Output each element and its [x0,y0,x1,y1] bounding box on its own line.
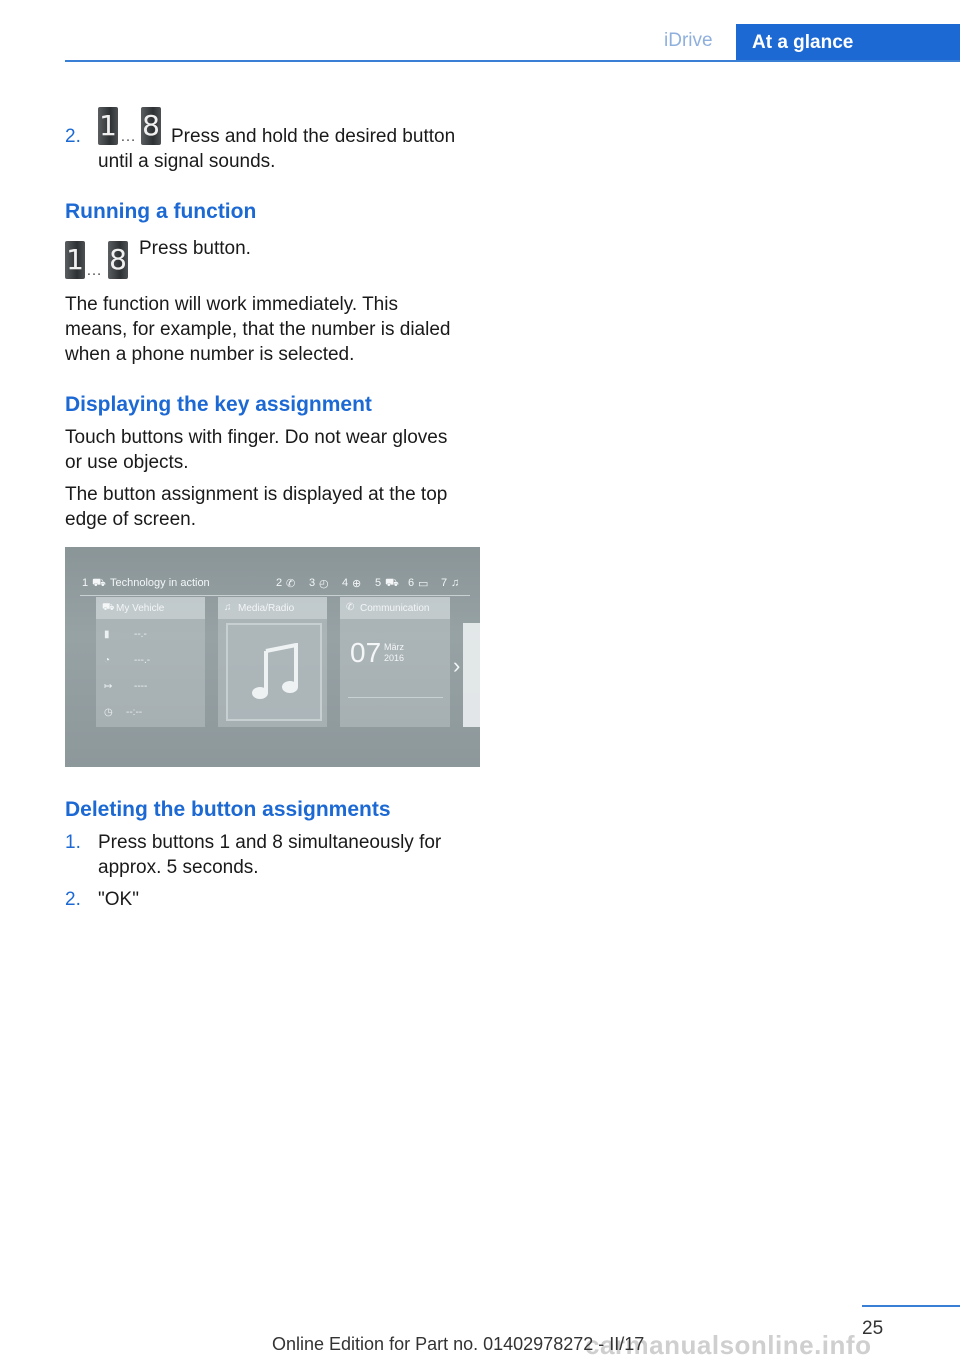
fav-3-number: 3 [309,577,316,589]
range-icon: ↦ [104,681,113,692]
car-icon: ⛟ [92,577,106,589]
delete-step2-number: 2. [65,889,81,910]
music-note-icon: ♫ [224,602,232,613]
screen-bar-divider [80,595,470,596]
fav-1-label: Technology in action [110,577,210,589]
globe-icon: ⊕ [352,578,362,590]
fav-5-number: 5 [375,577,382,589]
key-8-icon: 8 [108,241,128,279]
key-1-icon: 1 [98,107,118,145]
car-icon: ⛟ [102,602,115,613]
navigation-icon: ◴ [319,578,329,590]
panel-head-communication: ✆ Communication [340,597,450,619]
vehicle-row-range: ---- [134,681,148,692]
panel-divider [348,697,443,698]
favorite-buttons-bar [80,577,470,595]
watermark: carmanualsonline.info [585,1330,872,1360]
running-body-line1: The function will work immediately. This [65,294,398,315]
display-p2-line2: edge of screen. [65,509,196,530]
header-section-label: iDrive [664,30,713,51]
page-number: 25 [862,1318,884,1339]
step-text: Press and hold the desired button [171,126,456,147]
edition-line: Online Edition for Part no. 01402978272 - II/17 [272,1334,645,1354]
panel-head-my-vehicle: ⛟ My Vehicle [96,597,205,619]
delete-step1-number: 1. [65,832,81,853]
phone-icon: ✆ [346,602,355,613]
fuel-icon: ▮ [104,629,110,640]
key-8-icon: 8 [141,107,161,145]
press-button-text: Press button. [139,238,251,259]
step-text-cont: until a signal sounds. [98,151,276,172]
heading-running-function: Running a function [65,200,257,223]
vehicle-row-fuel: --.- [134,629,147,640]
music-note-icon [252,643,302,703]
fav-1-number: 1 [82,577,89,589]
ellipsis: … [86,262,102,279]
running-body-line3: when a phone number is selected. [65,344,355,365]
display-p1-line2: or use objects. [65,452,189,473]
panel-media-radio [218,597,327,727]
idrive-screen-image [65,547,480,767]
heading-displaying-key-assignment: Displaying the key assignment [65,393,372,416]
display-p2-line1: The button assignment is displayed at the top [65,484,448,505]
fav-2-number: 2 [276,577,283,589]
display-icon: ▭ [418,578,429,590]
fav-6-number: 6 [408,577,415,589]
panel-head-media: ♫ Media/Radio [218,597,327,619]
ellipsis: … [120,128,136,145]
gauge-icon: ◔ [104,655,111,666]
car-icon: ⛟ [385,577,399,589]
phone-icon: ✆ [286,578,296,590]
key-1-icon: 1 [65,241,85,279]
panel-my-vehicle [96,597,205,727]
fav-7-number: 7 [441,577,448,589]
heading-deleting-assignments: Deleting the button assignments [65,798,391,821]
header-chapter-tab: At a glance [736,24,960,62]
footer-rule [862,1305,960,1307]
clock-icon: ◷ [104,707,113,718]
delete-step1-line1: Press buttons 1 and 8 simultaneously for [98,832,442,853]
next-panel-tab [463,623,480,727]
date-day: 07 [350,637,382,668]
delete-step2-text: "OK" [98,889,139,910]
display-p1-line1: Touch buttons with finger. Do not wear gloves [65,427,448,448]
album-art [226,623,322,721]
panel-communication [340,597,450,727]
running-body-line2: means, for example, that the number is dialed [65,319,451,340]
step-number: 2. [65,126,81,147]
header-rule [65,60,960,62]
delete-step1-line2: approx. 5 seconds. [98,857,259,878]
chevron-right-icon: › [453,653,461,678]
vehicle-row-time: --:-- [126,707,143,718]
fav-4-number: 4 [342,577,349,589]
music-note-icon: ♫ [451,577,460,589]
vehicle-row-speed: ---.- [134,655,151,666]
date-month-year: März 2016 [384,642,405,663]
